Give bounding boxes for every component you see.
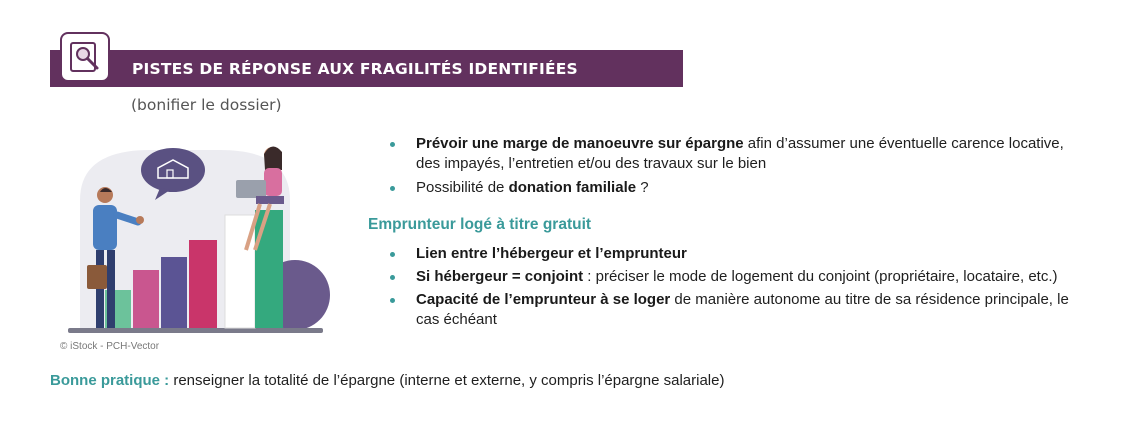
- bullet-icon: [390, 298, 395, 303]
- bullet-icon: [390, 252, 395, 257]
- list-item: Prévoir une marge de manoeuvre sur épargne afin d’assumer une éventuelle carence locative, des impayés, l’entretien et/ou des travaux sur le bien: [416, 134, 1076, 174]
- magnifier-document-icon: [60, 32, 110, 82]
- list-item: Lien entre l’hébergeur et l’emprunteur: [416, 244, 1086, 264]
- page-subtitle: (bonifier le dossier): [131, 96, 282, 114]
- illustration-savings-chart: [60, 140, 330, 345]
- free-housing-list: [416, 244, 1086, 333]
- list-item: Si hébergeur = conjoint : préciser le mode de logement du conjoint (propriétaire, locataire, etc.): [416, 267, 1086, 287]
- recommendations-list: [416, 134, 1076, 202]
- bullet-icon: [390, 186, 395, 191]
- image-credit: © iStock - PCH-Vector: [60, 341, 160, 352]
- best-practice-label: Bonne pratique :: [50, 372, 170, 389]
- list-item: Capacité de l’emprunteur à se loger de manière autonome au titre de sa résidence principale, le cas échéant: [416, 290, 1086, 330]
- best-practice-note: [50, 372, 724, 389]
- list-item: Possibilité de donation familiale ?: [416, 178, 1076, 198]
- section-heading: Emprunteur logé à titre gratuit: [368, 216, 592, 233]
- best-practice-text: renseigner la totalité de l’épargne (interne et externe, y compris l’épargne salariale): [169, 372, 725, 389]
- bullet-icon: [390, 142, 395, 147]
- bullet-icon: [390, 275, 395, 280]
- page-title: PISTES DE RÉPONSE AUX FRAGILITÉS IDENTIFIÉES: [132, 60, 578, 78]
